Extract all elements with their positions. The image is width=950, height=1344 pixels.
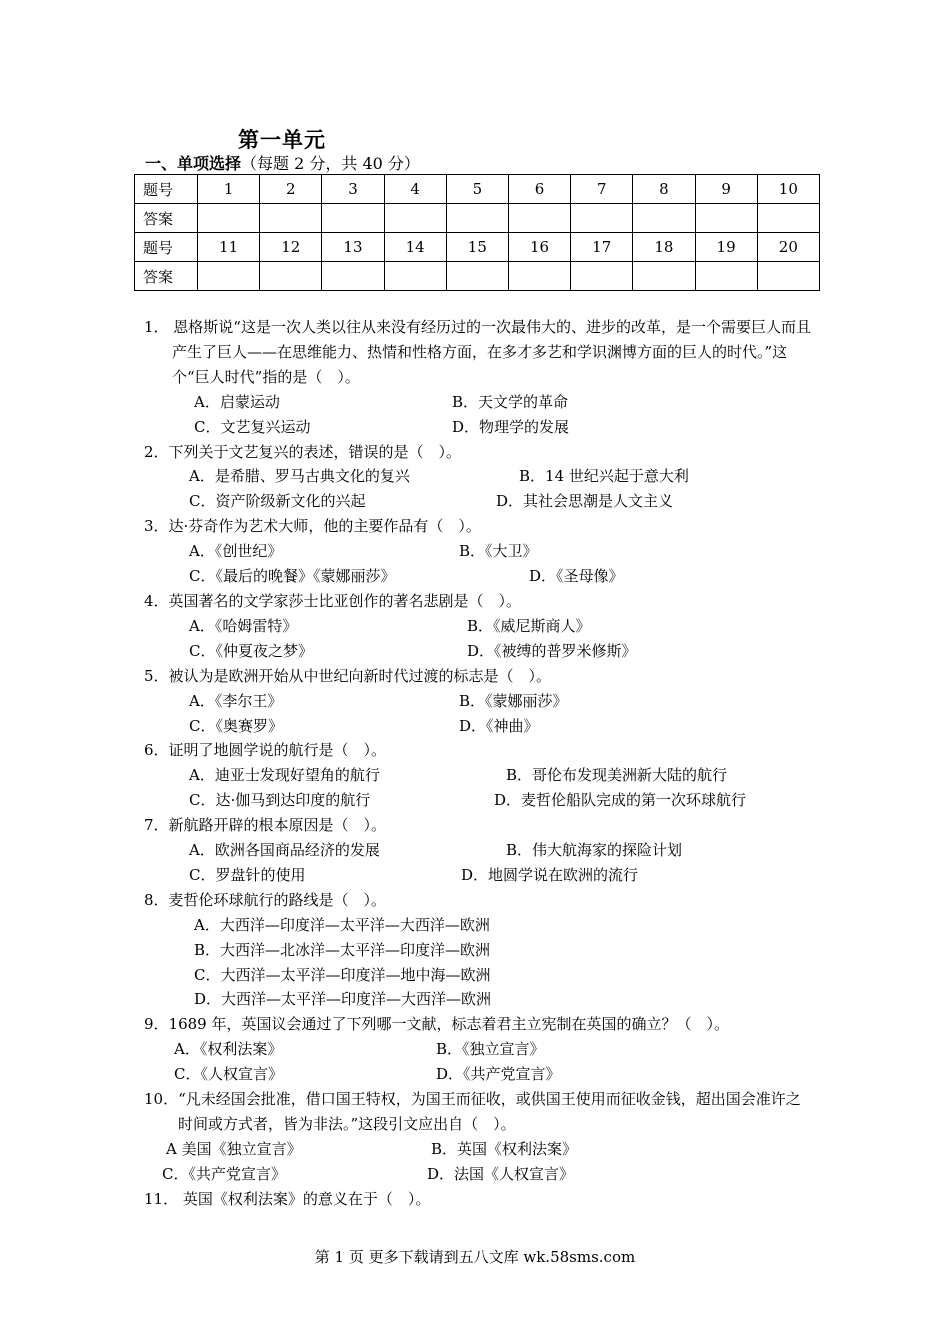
option-a-choice[interactable]: C．《共产党宣言》 (162, 1164, 286, 1183)
row-label-question: 题号 (135, 233, 198, 262)
answer-cell[interactable] (260, 204, 322, 233)
option-a-choice[interactable]: A．大西洋—印度洋—太平洋—大西洋—欧洲 (194, 915, 490, 934)
option-row (144, 614, 814, 639)
answer-cell[interactable] (384, 204, 446, 233)
answer-cell[interactable] (508, 262, 570, 291)
option-b-choice[interactable]: B．《蒙娜丽莎》 (459, 691, 568, 710)
question-number-cell: 5 (446, 175, 508, 204)
option-row (144, 1137, 814, 1162)
option-row (144, 913, 814, 938)
option-row (144, 863, 814, 888)
answer-cell[interactable] (571, 262, 633, 291)
row-label-question: 题号 (135, 175, 198, 204)
answer-cell[interactable] (695, 262, 757, 291)
table-row-numbers-2 (135, 233, 820, 262)
option-a-choice[interactable]: A．启蒙运动 (194, 392, 280, 411)
answer-cell[interactable] (322, 204, 384, 233)
table-row-numbers-1 (135, 175, 820, 204)
option-row (144, 689, 814, 714)
question-number-cell: 20 (757, 233, 819, 262)
question-stem: 6．证明了地圆学说的航行是（ ）。 (144, 741, 387, 760)
question-stem: 5．被认为是欧洲开始从中世纪向新时代过渡的标志是（ ）。 (144, 666, 552, 685)
answer-cell[interactable] (508, 204, 570, 233)
question-number-cell: 8 (633, 175, 695, 204)
option-row (144, 539, 814, 564)
option-b-choice[interactable]: B．14 世纪兴起于意大利 (519, 467, 689, 486)
question-stem: 3．达·芬奇作为艺术大师，他的主要作品有（ ）。 (144, 517, 481, 536)
option-row (144, 938, 814, 963)
question-list (144, 315, 814, 1212)
question-stem: 7．新航路开辟的根本原因是（ ）。 (144, 816, 387, 835)
answer-cell[interactable] (198, 204, 260, 233)
question-item (144, 738, 814, 813)
option-a-choice[interactable]: A．是希腊、罗马古典文化的复兴 (189, 467, 410, 486)
answer-cell[interactable] (446, 204, 508, 233)
option-b-choice[interactable]: D．地圆学说在欧洲的流行 (461, 865, 639, 884)
unit-title: 第一单元 (238, 128, 326, 152)
question-stem: 11． 英国《权利法案》的意义在于（ ）。 (144, 1189, 431, 1208)
option-a-choice[interactable]: D．大西洋—太平洋—印度洋—大西洋—欧洲 (194, 990, 492, 1009)
option-b-choice[interactable]: B．英国《权利法案》 (431, 1139, 578, 1158)
answer-cell[interactable] (322, 262, 384, 291)
option-row (144, 714, 814, 739)
answer-cell[interactable] (757, 262, 819, 291)
option-row (144, 788, 814, 813)
option-row (144, 838, 814, 863)
question-item (144, 813, 814, 888)
option-a-choice[interactable]: C．《人权宣言》 (174, 1065, 283, 1084)
option-row (144, 639, 814, 664)
option-b-choice[interactable]: D．《神曲》 (459, 716, 539, 735)
option-a-choice[interactable]: C．文艺复兴运动 (194, 417, 311, 436)
question-stem: 2．下列关于文艺复兴的表述，错误的是（ ）。 (144, 442, 462, 461)
question-item (144, 440, 814, 515)
option-row (144, 1037, 814, 1062)
answer-cell[interactable] (695, 204, 757, 233)
question-item (144, 589, 814, 664)
option-b-choice[interactable]: B．哥伦布发现美洲新大陆的航行 (506, 766, 728, 785)
question-stem: 1． 恩格斯说“这是一次人类以往从来没有经历过的一次最伟大的、进步的改革，是一个需要巨人而且产生了巨人——在思维能力、热情和性格方面，在多才多艺和学识渊博方面的巨人的时代。”这个“巨人时代”指的是（ ）。 (144, 318, 811, 386)
option-b-choice[interactable]: D．《被缚的普罗米修斯》 (467, 641, 637, 660)
question-number-cell: 9 (695, 175, 757, 204)
option-b-choice[interactable]: D．《圣母像》 (529, 567, 624, 586)
page-footer: 第 1 页 更多下载请到五八文库 wk.58sms.com (314, 1248, 636, 1266)
question-number-cell: 13 (322, 233, 384, 262)
answer-cell[interactable] (260, 262, 322, 291)
option-a-choice[interactable]: C．《仲夏夜之梦》 (189, 641, 313, 660)
section-title (145, 151, 420, 174)
question-number-cell: 18 (633, 233, 695, 262)
option-b-choice[interactable]: D．法国《人权宣言》 (427, 1164, 575, 1183)
question-number-cell: 15 (446, 233, 508, 262)
question-number-cell: 14 (384, 233, 446, 262)
option-a-choice[interactable]: A．《哈姆雷特》 (189, 616, 298, 635)
option-row (144, 390, 814, 415)
option-a-choice[interactable]: A．《权利法案》 (174, 1040, 283, 1059)
row-label-answer: 答案 (135, 204, 198, 233)
option-row (144, 763, 814, 788)
question-item (144, 514, 814, 589)
question-number-cell: 2 (260, 175, 322, 204)
question-item (144, 1087, 814, 1187)
answer-cell[interactable] (198, 262, 260, 291)
option-a-choice[interactable]: C．《奥赛罗》 (189, 716, 283, 735)
question-stem: 8．麦哲伦环球航行的路线是（ ）。 (144, 890, 387, 909)
option-a-choice[interactable]: C．资产阶级新文化的兴起 (189, 492, 366, 511)
question-number-cell: 10 (757, 175, 819, 204)
question-item (144, 888, 814, 1013)
row-label-answer: 答案 (135, 262, 198, 291)
option-b-choice[interactable]: B．《大卫》 (459, 542, 538, 561)
question-stem: 9．1689 年，英国议会通过了下列哪一文献，标志着君主立宪制在英国的确立？（ ）。 (144, 1015, 729, 1034)
answer-cell[interactable] (633, 262, 695, 291)
option-a-choice[interactable]: A．《创世纪》 (189, 542, 283, 561)
option-a-choice[interactable]: A．欧洲各国商品经济的发展 (189, 841, 380, 860)
option-b-choice[interactable]: B．《独立宣言》 (436, 1040, 545, 1059)
option-b-choice[interactable]: D．其社会思潮是人文主义 (496, 492, 674, 511)
section-note: （每题 2 分，共 40 分） (241, 154, 420, 173)
option-a-choice[interactable]: C．大西洋—太平洋—印度洋—地中海—欧洲 (194, 965, 491, 984)
question-item (144, 1187, 814, 1212)
option-b-choice[interactable]: B．《威尼斯商人》 (467, 616, 591, 635)
question-number-cell: 11 (198, 233, 260, 262)
option-row (144, 564, 814, 589)
option-a-choice[interactable]: B．大西洋—北冰洋—太平洋—印度洋—欧洲 (194, 940, 491, 959)
section-heading: 一、单项选择 (145, 154, 242, 173)
option-row (144, 415, 814, 440)
option-b-choice[interactable]: B．天文学的革命 (452, 392, 569, 411)
option-b-choice[interactable]: D．物理学的发展 (452, 417, 570, 436)
option-a-choice[interactable]: C．《最后的晚餐》《蒙娜丽莎》 (189, 567, 396, 586)
table-row-answers-1 (135, 204, 820, 233)
option-a-choice[interactable]: A．迪亚士发现好望角的航行 (189, 766, 380, 785)
question-number-cell: 4 (384, 175, 446, 204)
option-a-choice[interactable]: C．罗盘针的使用 (189, 865, 306, 884)
option-row (144, 1162, 814, 1187)
question-item (144, 1012, 814, 1087)
option-a-choice[interactable]: A 美国《独立宣言》 (166, 1139, 302, 1158)
option-row (144, 963, 814, 988)
option-row (144, 464, 814, 489)
question-stem: 10．“凡未经国会批准，借口国王特权，为国王而征收，或供国王使用而征收金钱，超出国会准许之时间或方式者，皆为非法。”这段引文应出自（ ）。 (144, 1090, 801, 1133)
option-b-choice[interactable]: B．伟大航海家的探险计划 (506, 841, 683, 860)
question-number-cell: 3 (322, 175, 384, 204)
question-number-cell: 17 (571, 233, 633, 262)
question-number-cell: 1 (198, 175, 260, 204)
option-row (144, 987, 814, 1012)
question-stem: 4．英国著名的文学家莎士比亚创作的著名悲剧是（ ）。 (144, 591, 522, 610)
question-item (144, 664, 814, 739)
question-number-cell: 7 (571, 175, 633, 204)
question-number-cell: 19 (695, 233, 757, 262)
option-row (144, 1062, 814, 1087)
question-number-cell: 12 (260, 233, 322, 262)
answer-cell[interactable] (571, 204, 633, 233)
question-item (144, 315, 814, 440)
option-row (144, 489, 814, 514)
answer-cell[interactable] (446, 262, 508, 291)
option-b-choice[interactable]: D．麦哲伦船队完成的第一次环球航行 (494, 791, 747, 810)
answer-table (134, 174, 820, 291)
answer-cell[interactable] (384, 262, 446, 291)
option-a-choice[interactable]: A．《李尔王》 (189, 691, 283, 710)
answer-cell[interactable] (757, 204, 819, 233)
option-b-choice[interactable]: D．《共产党宣言》 (436, 1065, 561, 1084)
question-number-cell: 16 (508, 233, 570, 262)
option-a-choice[interactable]: C．达·伽马到达印度的航行 (189, 791, 371, 810)
question-number-cell: 6 (508, 175, 570, 204)
answer-cell[interactable] (633, 204, 695, 233)
table-row-answers-2 (135, 262, 820, 291)
